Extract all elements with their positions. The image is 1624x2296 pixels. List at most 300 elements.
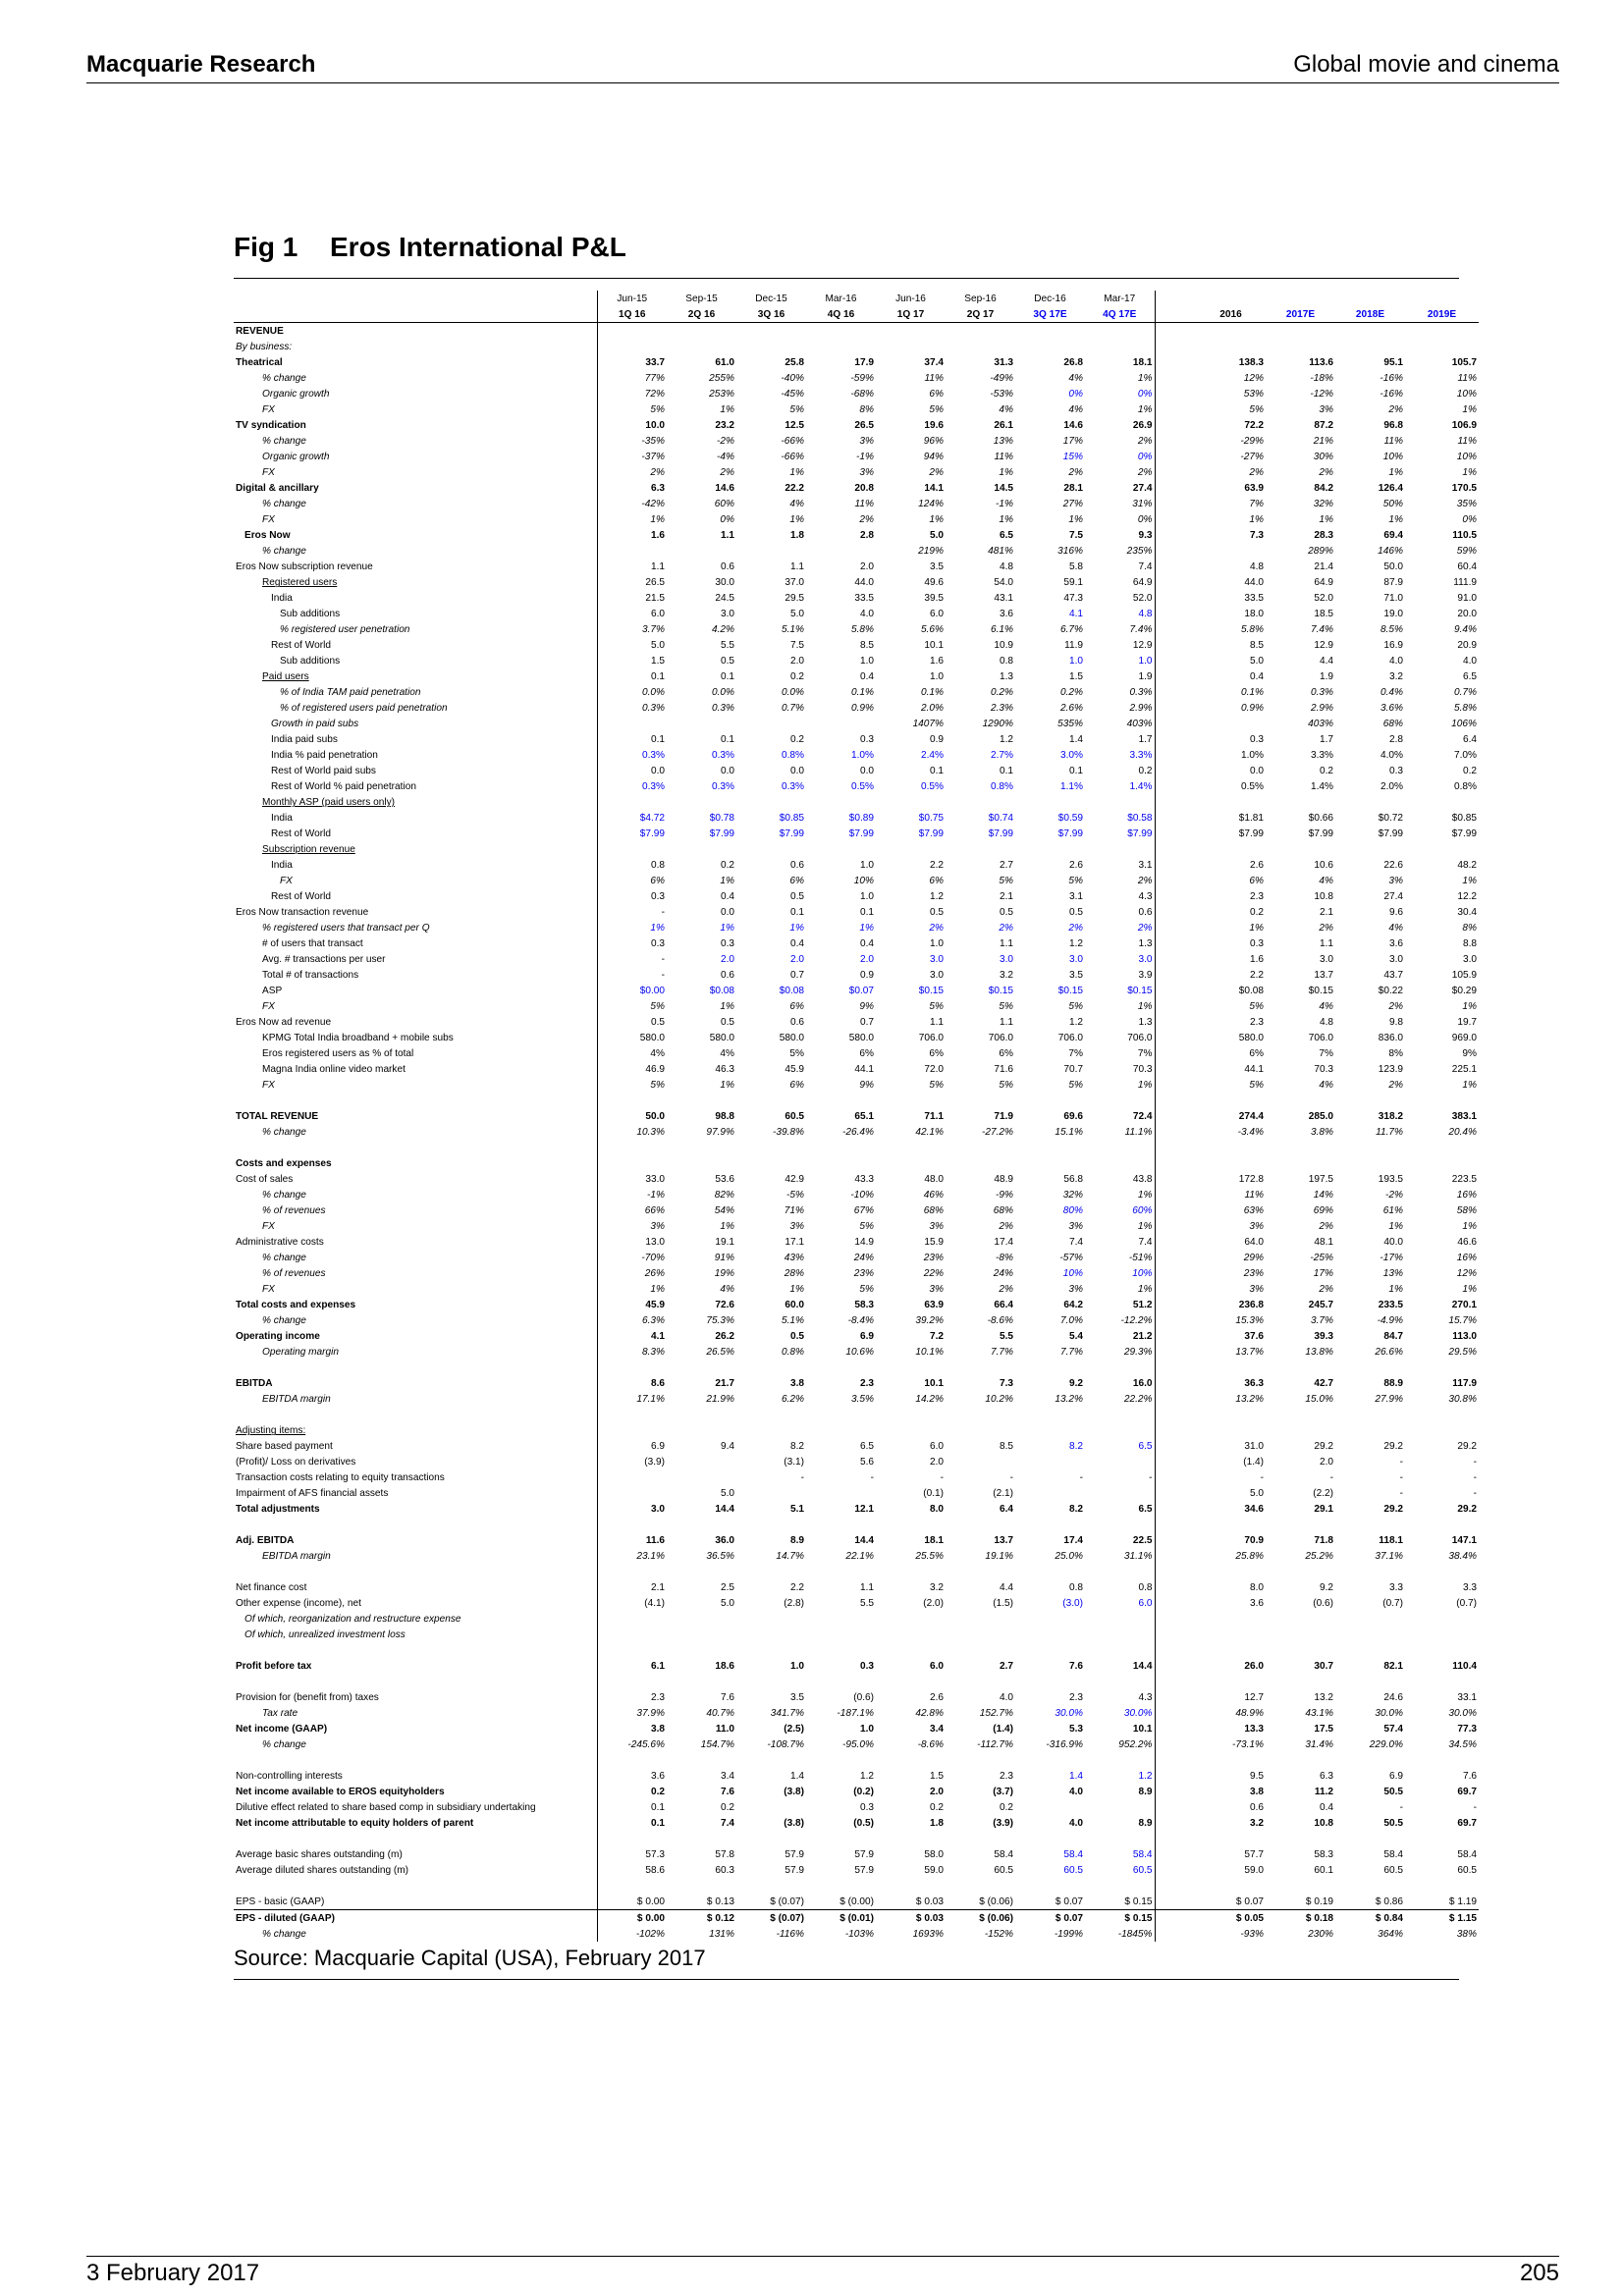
quarter-value: 37.0 <box>785 577 804 589</box>
annual-value: 33.5 <box>1244 593 1264 605</box>
table-row <box>234 778 1479 794</box>
quarter-value: 5.0 <box>720 1488 734 1500</box>
quarter-value: 1.7 <box>1085 731 1155 747</box>
quarter-value: 3.3% <box>1085 747 1155 763</box>
row-label: % change <box>262 546 306 558</box>
row-label: % change <box>262 1253 306 1264</box>
annual-value: - <box>1399 1472 1403 1484</box>
quarter-value: 3.4 <box>929 1724 944 1735</box>
annual-value: 2.0 <box>1319 1457 1333 1468</box>
annual-value <box>1335 1611 1405 1627</box>
quarter-value: 0.3 <box>720 938 734 950</box>
quarter-value: 5% <box>1068 1001 1083 1013</box>
quarter-value <box>1085 1485 1155 1501</box>
quarter-value: - <box>597 951 667 967</box>
quarter-value: 10% <box>1062 1268 1083 1280</box>
quarter-value: 7.4 <box>1068 1237 1083 1249</box>
annual-value: 50.5 <box>1383 1818 1403 1830</box>
quarter-value: 1% <box>929 514 944 526</box>
quarter-value: (0.6) <box>853 1692 874 1704</box>
quarter-value: 7% <box>1068 1048 1083 1060</box>
row-label: Paid users <box>262 671 309 683</box>
quarter-value: -49% <box>990 373 1013 385</box>
quarter-value <box>736 716 806 731</box>
annual-value: 117.9 <box>1452 1378 1477 1390</box>
quarter-value: 60% <box>1085 1202 1155 1218</box>
quarter-value: 57.3 <box>597 1846 667 1862</box>
spacer-cell <box>1155 1627 1196 1642</box>
quarter-value: 28% <box>784 1268 804 1280</box>
spacer-cell <box>1155 1360 1196 1375</box>
quarter-value: -8.6% <box>917 1739 944 1751</box>
quarter-value: 5.5 <box>999 1331 1013 1343</box>
annual-value: 0.8% <box>1453 781 1477 793</box>
header-cell: Sep-15 <box>685 294 718 305</box>
quarter-value: 2% <box>720 467 734 479</box>
annual-value: 38% <box>1456 1929 1477 1941</box>
quarter-value: -26.4% <box>842 1127 874 1139</box>
quarter-value: -8.6% <box>987 1315 1013 1327</box>
quarter-value <box>597 841 667 857</box>
quarter-value: 2.1 <box>999 891 1013 903</box>
quarter-value: 31.3 <box>994 357 1013 369</box>
row-label: Eros Now transaction revenue <box>236 907 369 919</box>
annual-value: 20.0 <box>1457 609 1477 620</box>
annual-value <box>1266 1674 1335 1689</box>
quarter-value: $0.07 <box>848 986 874 997</box>
table-row <box>234 1831 1479 1846</box>
quarter-value <box>736 1155 806 1171</box>
quarter-value: -187.1% <box>837 1708 874 1720</box>
quarter-value: 0.1 <box>999 766 1013 777</box>
annual-value: 0.3 <box>1249 734 1264 746</box>
quarter-value: 58.4 <box>1085 1846 1155 1862</box>
row-label: Of which, reorganization and restructure expense <box>244 1614 461 1626</box>
quarter-value: 12.1 <box>854 1504 874 1516</box>
annual-value: -29% <box>1240 436 1264 448</box>
quarter-value: 1% <box>1085 1077 1155 1093</box>
header-cell: 2016 <box>1196 306 1266 323</box>
quarter-value: 26.9 <box>1085 417 1155 433</box>
table-row <box>234 1093 1479 1108</box>
quarter-value <box>1085 1627 1155 1642</box>
quarter-value <box>1085 1674 1155 1689</box>
quarter-value: 1.4 <box>1068 734 1083 746</box>
annual-value: 12.9 <box>1314 640 1333 652</box>
annual-value: -27% <box>1240 452 1264 463</box>
quarter-value: 12.5 <box>785 420 804 432</box>
row-label: Organic growth <box>262 389 330 400</box>
quarter-value: 2% <box>1085 433 1155 449</box>
quarter-value: 0.1% <box>850 687 874 699</box>
quarter-value <box>1085 1140 1155 1155</box>
row-label: FX <box>280 876 293 887</box>
table-row <box>234 1469 1479 1485</box>
header-blank <box>542 291 597 306</box>
quarter-value: 1.0 <box>859 656 874 667</box>
quarter-value: 25.5% <box>915 1551 944 1563</box>
spacer-cell <box>1155 1689 1196 1705</box>
annual-value: 31.4% <box>1305 1739 1333 1751</box>
quarter-value: 14.6 <box>1063 420 1083 432</box>
quarter-value: 71% <box>784 1205 804 1217</box>
annual-value: 126.4 <box>1378 483 1403 495</box>
quarter-value: 0.3 <box>859 1802 874 1814</box>
annual-value: 285.0 <box>1308 1111 1333 1123</box>
quarter-value: 71.1 <box>924 1111 944 1123</box>
quarter-value: 3.4 <box>720 1771 734 1783</box>
quarter-value: 5.0 <box>789 609 804 620</box>
table-row <box>234 1108 1479 1124</box>
header-cell: 2Q 16 <box>667 306 736 323</box>
annual-value: (1.4) <box>1243 1457 1264 1468</box>
spacer-cell <box>1155 1658 1196 1674</box>
quarter-value <box>736 794 806 810</box>
annual-value: -17% <box>1380 1253 1403 1264</box>
annual-value: 2% <box>1249 467 1264 479</box>
quarter-value: 4.1 <box>597 1328 667 1344</box>
row-label <box>234 1517 597 1532</box>
quarter-value: 48.0 <box>924 1174 944 1186</box>
quarter-value: 70.7 <box>1063 1064 1083 1076</box>
annual-value: 29.2 <box>1383 1441 1403 1453</box>
quarter-value: (2.8) <box>784 1598 804 1610</box>
annual-value: 37.6 <box>1244 1331 1264 1343</box>
quarter-value: 3.0 <box>1085 951 1155 967</box>
quarter-value: 1% <box>720 876 734 887</box>
quarter-value <box>806 1642 876 1658</box>
quarter-value: 4.0 <box>1068 1787 1083 1798</box>
spacer-cell <box>1155 1218 1196 1234</box>
quarter-value <box>1085 1360 1155 1375</box>
quarter-value <box>667 716 736 731</box>
spacer-cell <box>1155 527 1196 543</box>
quarter-value: 706.0 <box>918 1033 944 1044</box>
header-blank <box>234 306 542 323</box>
quarter-value: 12.9 <box>1085 637 1155 653</box>
annual-value <box>1405 1674 1479 1689</box>
annual-value: 13.2 <box>1314 1692 1333 1704</box>
quarter-value: 0.0% <box>781 687 804 699</box>
annual-value: 4.0 <box>1462 656 1477 667</box>
quarter-value: 6% <box>999 1048 1013 1060</box>
annual-value <box>1196 1611 1266 1627</box>
quarter-value: 57.9 <box>785 1849 804 1861</box>
annual-value: 12% <box>1456 1268 1477 1280</box>
quarter-value <box>946 1140 1015 1155</box>
quarter-value: 706.0 <box>1057 1033 1083 1044</box>
quarter-value <box>806 1878 876 1894</box>
quarter-value <box>1085 1878 1155 1894</box>
annual-value <box>1196 1878 1266 1894</box>
row-label: FX <box>262 404 275 416</box>
annual-value: 2% <box>1319 923 1333 934</box>
row-label: India <box>271 593 293 605</box>
quarter-value: 6.2% <box>781 1394 804 1406</box>
spacer-cell <box>1155 1391 1196 1407</box>
spacer-cell <box>1155 1422 1196 1438</box>
quarter-value: 10.2% <box>985 1394 1013 1406</box>
annual-value: 72.2 <box>1244 420 1264 432</box>
table-row <box>234 339 1479 354</box>
quarter-value: 1.1 <box>789 561 804 573</box>
annual-value: 16% <box>1456 1190 1477 1201</box>
annual-value: 48.9% <box>1235 1708 1264 1720</box>
quarter-value: 11.1% <box>1085 1124 1155 1140</box>
quarter-value: -4% <box>717 452 734 463</box>
quarter-value: 2.2 <box>789 1582 804 1594</box>
quarter-value: 4% <box>1068 373 1083 385</box>
quarter-value: 1.6 <box>597 527 667 543</box>
annual-value: - <box>1260 1472 1264 1484</box>
annual-value: 10% <box>1382 452 1403 463</box>
quarter-value: (3.9) <box>993 1818 1013 1830</box>
quarter-value: -152% <box>984 1929 1013 1941</box>
quarter-value <box>1015 1360 1085 1375</box>
annual-value: 69% <box>1313 1205 1333 1217</box>
annual-value <box>1196 1517 1266 1532</box>
spacer-cell <box>1155 1250 1196 1265</box>
quarter-value: 2.0 <box>859 954 874 966</box>
quarter-value: 23% <box>853 1268 874 1280</box>
annual-value: 4% <box>1319 1080 1333 1092</box>
quarter-value: 13% <box>993 436 1013 448</box>
quarter-value: -1% <box>996 499 1013 510</box>
annual-value: 245.7 <box>1308 1300 1333 1311</box>
quarter-value: 5% <box>929 1001 944 1013</box>
annual-value: 0.2 <box>1462 766 1477 777</box>
quarter-value <box>597 794 667 810</box>
quarter-value <box>736 1485 806 1501</box>
annual-value: 2% <box>1319 1221 1333 1233</box>
annual-value: 0.4 <box>1249 671 1264 683</box>
row-label: Costs and expenses <box>236 1158 332 1170</box>
row-label: # of users that transact <box>262 938 363 950</box>
quarter-value: 43% <box>784 1253 804 1264</box>
row-label: Average diluted shares outstanding (m) <box>236 1865 408 1877</box>
quarter-value: 0.5 <box>1068 907 1083 919</box>
spacer-cell <box>1155 1061 1196 1077</box>
annual-value: 1% <box>1462 876 1477 887</box>
table-row <box>234 1045 1479 1061</box>
row-label: FX <box>262 1001 275 1013</box>
table-row <box>234 1862 1479 1878</box>
quarter-value <box>876 1517 946 1532</box>
annual-value: 20.9 <box>1457 640 1477 652</box>
annual-value: 3.6 <box>1249 1598 1264 1610</box>
figure-bottom-rule <box>234 1979 1459 1980</box>
quarter-value: 9% <box>859 1080 874 1092</box>
annual-value: (2.2) <box>1313 1488 1333 1500</box>
quarter-value: -8.4% <box>847 1315 874 1327</box>
quarter-value: 61.0 <box>715 357 734 369</box>
row-label: Impairment of AFS financial assets <box>236 1488 389 1500</box>
annual-value: $ 0.07 <box>1196 1894 1266 1910</box>
quarter-value: 68% <box>993 1205 1013 1217</box>
table-row <box>234 1187 1479 1202</box>
table-row <box>234 480 1479 496</box>
row-label: Dilutive effect related to share based comp in subsidiary undertaking <box>236 1802 536 1814</box>
quarter-value: 7.4 <box>1085 1234 1155 1250</box>
quarter-value: 3.5 <box>929 561 944 573</box>
quarter-value: -10% <box>850 1190 874 1201</box>
quarter-value <box>667 1360 736 1375</box>
spacer-cell <box>1155 606 1196 621</box>
quarter-value: 31.1% <box>1085 1548 1155 1564</box>
quarter-value: 7.7% <box>990 1347 1013 1359</box>
annual-value <box>1405 1752 1479 1768</box>
quarter-value: 0.7% <box>781 703 804 715</box>
spacer-cell <box>1155 888 1196 904</box>
annual-value: 34.5% <box>1448 1739 1477 1751</box>
quarter-value: 6% <box>929 876 944 887</box>
header-blank <box>1155 306 1196 323</box>
quarter-value: 6% <box>929 389 944 400</box>
table-row <box>234 1579 1479 1595</box>
quarter-value: 16.0 <box>1085 1375 1155 1391</box>
quarter-value: 44.1 <box>854 1064 874 1076</box>
quarter-value: 5% <box>597 998 667 1014</box>
spacer-cell <box>1155 1674 1196 1689</box>
quarter-value: 11.9 <box>1064 640 1083 652</box>
quarter-value: 0.1 <box>720 734 734 746</box>
table-row <box>234 401 1479 417</box>
quarter-value <box>667 1093 736 1108</box>
annual-value: 6.3 <box>1319 1771 1333 1783</box>
annual-value: 60.5 <box>1383 1865 1403 1877</box>
quarter-value: 3.2 <box>929 1582 944 1594</box>
quarter-value <box>946 1878 1015 1894</box>
quarter-value <box>667 1642 736 1658</box>
quarter-value: (1.5) <box>993 1598 1013 1610</box>
quarter-value <box>597 1752 667 1768</box>
quarter-value: - <box>597 904 667 920</box>
annual-value: 11% <box>1244 1190 1264 1201</box>
quarter-value: 71.9 <box>994 1111 1013 1123</box>
annual-value: - <box>1473 1488 1477 1500</box>
quarter-value: 1% <box>789 514 804 526</box>
quarter-value: 7.6 <box>1068 1661 1083 1673</box>
annual-value: 236.8 <box>1238 1300 1264 1311</box>
row-label: Administrative costs <box>236 1237 324 1249</box>
table-row <box>234 1926 1479 1942</box>
header-cell bl: 1Q 16 <box>597 306 667 323</box>
quarter-value: -245.6% <box>597 1736 667 1752</box>
quarter-value: 3% <box>859 467 874 479</box>
quarter-value: 60.5 <box>785 1111 804 1123</box>
header-cell <box>1196 291 1266 306</box>
spacer-cell <box>1155 778 1196 794</box>
annual-value: 16% <box>1456 1253 1477 1264</box>
quarter-value <box>667 1627 736 1642</box>
quarter-value: 19.6 <box>924 420 944 432</box>
annual-value <box>1335 1407 1405 1422</box>
quarter-value: 1.3 <box>1085 935 1155 951</box>
quarter-value: 19% <box>714 1268 734 1280</box>
quarter-value: 3.0 <box>929 970 944 982</box>
quarter-value: 23.2 <box>715 420 734 432</box>
quarter-value: 2.0% <box>920 703 944 715</box>
quarter-value: 14.1 <box>924 483 944 495</box>
quarter-value: 22% <box>923 1268 944 1280</box>
spacer-cell <box>1155 1124 1196 1140</box>
quarter-value <box>1085 841 1155 857</box>
quarter-value: 5.6% <box>920 624 944 636</box>
annual-value: 29.5% <box>1448 1347 1477 1359</box>
quarter-value: 43.1 <box>994 593 1013 605</box>
table-row <box>234 1564 1479 1579</box>
quarter-value: 6.0 <box>1085 1595 1155 1611</box>
annual-value <box>1196 323 1266 340</box>
quarter-value <box>736 339 806 354</box>
quarter-value: 32% <box>1062 1190 1083 1201</box>
annual-value: 318.2 <box>1378 1111 1403 1123</box>
quarter-value: 0.8 <box>1085 1579 1155 1595</box>
annual-value: 9.4% <box>1453 624 1477 636</box>
quarter-value: $ 0.12 <box>706 1913 734 1925</box>
annual-value: 193.5 <box>1378 1174 1403 1186</box>
quarter-value: 6.0 <box>929 1441 944 1453</box>
annual-value: 13.7 <box>1314 970 1333 982</box>
quarter-value: 71.6 <box>994 1064 1013 1076</box>
quarter-value: 8.2 <box>1068 1504 1083 1516</box>
annual-value: 6.5 <box>1462 671 1477 683</box>
footer-date: 3 February 2017 <box>86 2260 260 2286</box>
table-row <box>234 810 1479 826</box>
quarter-value: 0.8 <box>999 656 1013 667</box>
annual-value: 230% <box>1308 1929 1333 1941</box>
spacer-cell <box>1155 1894 1196 1910</box>
quarter-value: 5% <box>1068 1080 1083 1092</box>
quarter-value: 1290% <box>982 719 1013 730</box>
annual-value: 9.8 <box>1388 1017 1403 1029</box>
table-row <box>234 857 1479 873</box>
annual-value: 23% <box>1243 1268 1264 1280</box>
quarter-value: 57.9 <box>785 1865 804 1877</box>
row-label: Magna India online video market <box>262 1064 406 1076</box>
annual-value: 1% <box>1462 404 1477 416</box>
row-label: Net income available to EROS equityholders <box>236 1787 445 1798</box>
header-cell bl: Jun-15 <box>597 291 667 306</box>
quarter-value <box>946 1093 1015 1108</box>
annual-value <box>1196 1360 1266 1375</box>
table-row <box>234 904 1479 920</box>
quarter-value: 0.3% <box>597 778 667 794</box>
quarter-value: 706.0 <box>1085 1030 1155 1045</box>
annual-value: 3.8% <box>1310 1127 1333 1139</box>
quarter-value: $7.99 <box>988 828 1013 840</box>
annual-value <box>1266 1140 1335 1155</box>
quarter-value: 30.0 <box>715 577 734 589</box>
spacer-cell <box>1155 668 1196 684</box>
quarter-value: 3% <box>859 436 874 448</box>
quarter-value: 94% <box>923 452 944 463</box>
quarter-value <box>876 339 946 354</box>
quarter-value: 0.3 <box>597 888 667 904</box>
annual-value: 60.5 <box>1457 1865 1477 1877</box>
quarter-value <box>597 1674 667 1689</box>
quarter-value: 59.0 <box>924 1865 944 1877</box>
annual-value: 2.6 <box>1249 860 1264 872</box>
quarter-value: 0.5 <box>789 891 804 903</box>
annual-value: 50% <box>1382 499 1403 510</box>
quarter-value: - <box>800 1472 804 1484</box>
annual-value: 27.9% <box>1375 1394 1403 1406</box>
quarter-value: -40% <box>781 373 804 385</box>
annual-value: 50.5 <box>1383 1787 1403 1798</box>
quarter-value: (3.9) <box>597 1454 667 1469</box>
source-note: Source: Macquarie Capital (USA), February 2017 <box>234 1946 706 1970</box>
